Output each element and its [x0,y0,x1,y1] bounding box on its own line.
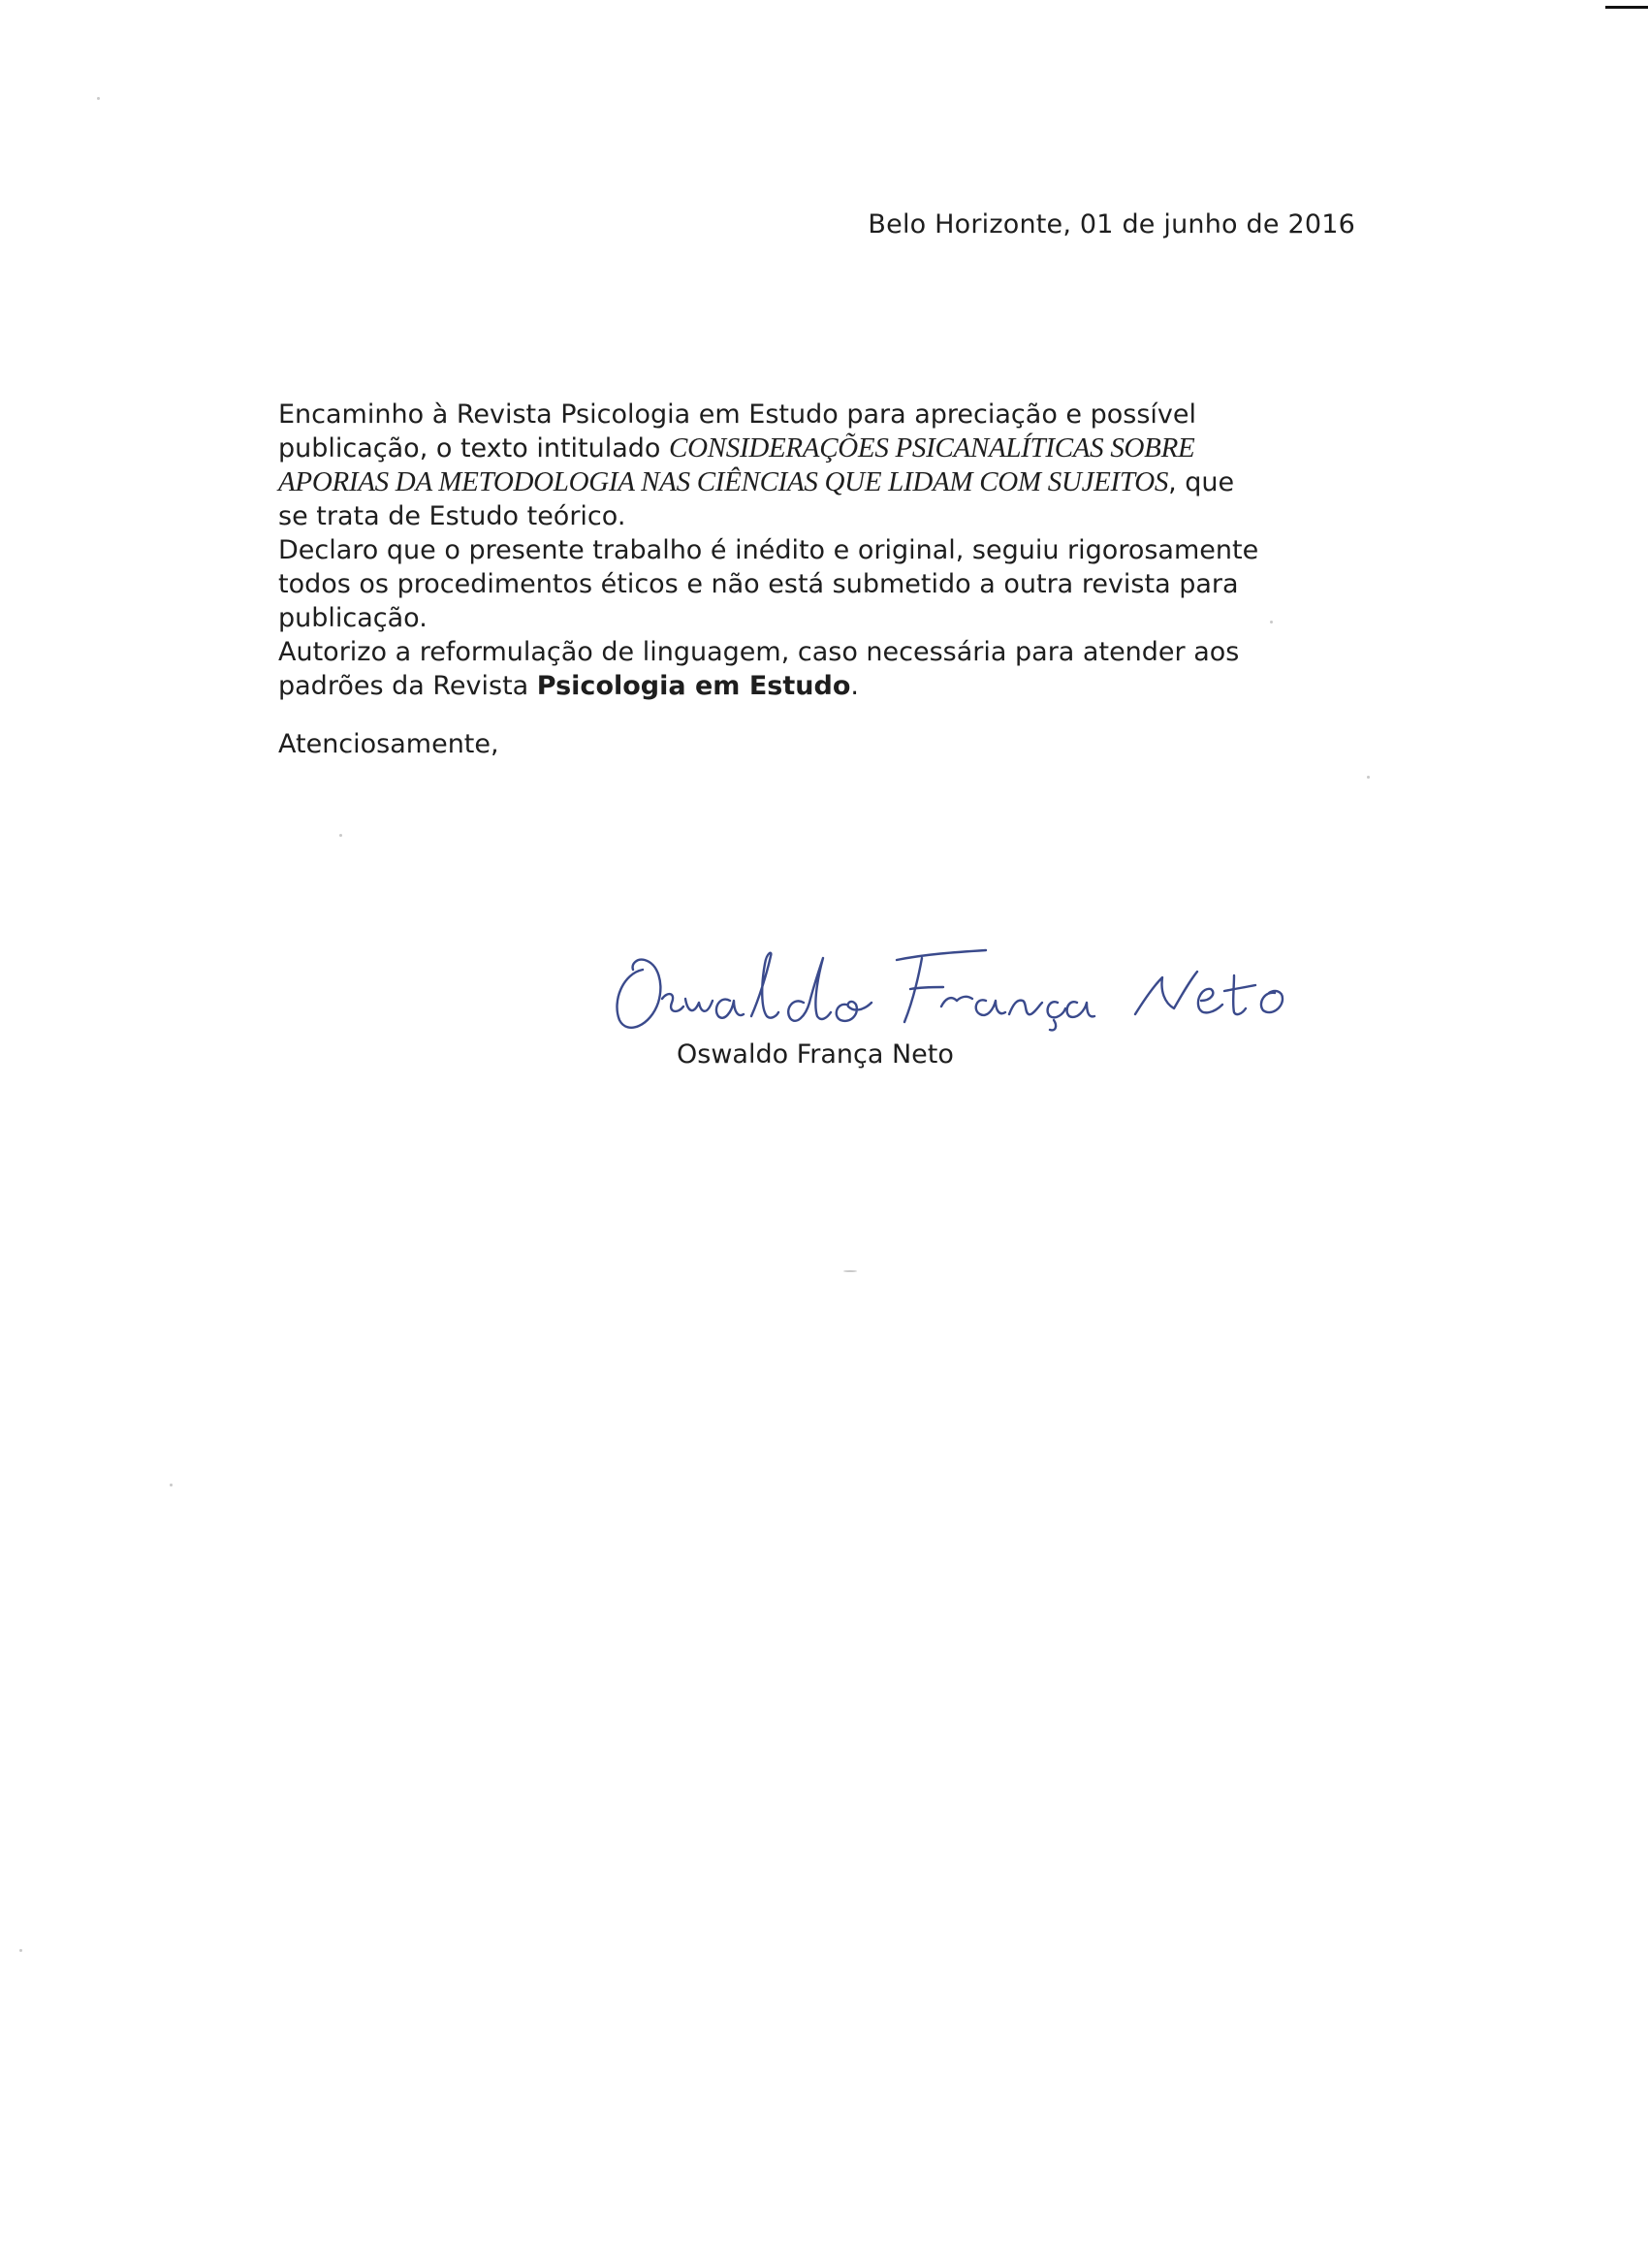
authorization-line-1: Autorizo a reformulação de linguagem, caso necessária para atender aos [278,637,1240,667]
paragraph-authorization [278,635,1345,703]
scan-speck [97,97,100,100]
submission-line-4: se trata de Estudo teórico. [278,501,626,531]
scan-speck [843,1270,857,1272]
paragraph-submission [278,398,1345,533]
submission-line-1: Encaminho à Revista Psicologia em Estudo para apreciação e possível [278,399,1197,430]
authorization-line-2-prefix: padrões da Revista [278,671,537,701]
date-line: Belo Horizonte, 01 de junho de 2016 [868,209,1355,240]
scan-speck [1367,776,1370,779]
journal-name: Psicologia em Estudo [536,671,851,701]
scan-speck [19,1949,22,1952]
article-title-part-1: CONSIDERAÇÕES PSICANALÍTICAS SOBRE [669,432,1195,463]
corner-scan-mark [1605,6,1648,9]
declaration-line-1: Declaro que o presente trabalho é inédito e original, seguiu rigorosamente [278,535,1259,565]
paragraph-declaration [278,533,1345,635]
submission-line-3-suffix: , que [1168,467,1235,497]
scan-speck [1270,621,1273,623]
authorization-line-2-suffix: . [850,671,859,701]
letter-body [278,398,1345,703]
scan-speck [170,1484,173,1486]
article-title-part-2: APORIAS DA METODOLOGIA NAS CIÊNCIAS QUE LIDAM COM SUJEITOS [278,466,1169,497]
signer-name: Oswaldo França Neto [677,1039,954,1070]
closing-salutation: Atenciosamente, [278,729,499,759]
declaration-line-2: todos os procedimentos éticos e não está submetido a outra revista para [278,569,1239,599]
scan-speck [339,834,342,837]
submission-line-2: publicação, o texto intitulado [278,433,670,463]
handwritten-signature [606,931,1304,1038]
declaration-line-3: publicação. [278,603,428,633]
